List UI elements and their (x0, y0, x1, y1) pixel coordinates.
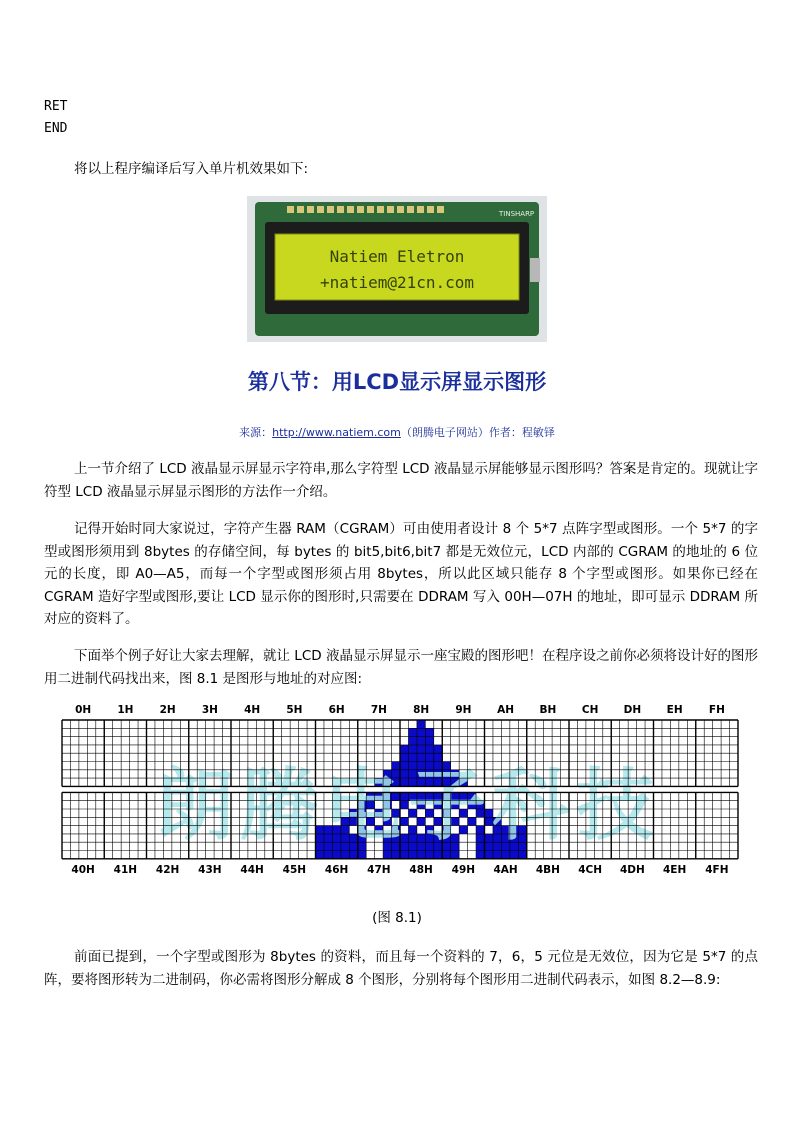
watermark-text: 朗腾电子科技 (155, 761, 661, 851)
address-label-top: 6H (328, 704, 345, 716)
address-label-bottom: 41H (113, 863, 138, 876)
source-prefix: 来源： (239, 426, 273, 439)
address-label-top: FH (708, 704, 725, 716)
address-label-bottom: 47H (367, 863, 391, 876)
header-pin (367, 206, 374, 213)
address-label-bottom: 4FH (705, 863, 729, 876)
filled-pixel (425, 737, 433, 745)
pcb-label: TINSHARP (499, 210, 535, 218)
header-pin (387, 206, 394, 213)
address-label-top: DH (623, 704, 642, 716)
figure-caption: (图 8.1) (372, 910, 422, 926)
filled-pixel (417, 737, 425, 745)
header-pin (287, 206, 294, 213)
address-label-bottom: 4EH (662, 863, 687, 876)
header-pin (437, 206, 444, 213)
header-pin (357, 206, 364, 213)
filled-pixel (417, 745, 425, 753)
filled-pixel (400, 745, 408, 753)
filled-pixel (434, 745, 442, 753)
address-label-top: 9H (455, 704, 472, 716)
address-label-top: BH (539, 704, 557, 716)
address-label-top: 8H (413, 704, 430, 716)
header-pin (347, 206, 354, 213)
header-pin (307, 206, 314, 213)
lcd-line-2: +natiem@21cn.com (319, 273, 475, 292)
header-pin (377, 206, 384, 213)
filled-pixel (425, 851, 433, 859)
address-label-bottom: 4CH (578, 863, 603, 876)
filled-pixel (476, 851, 484, 859)
filled-pixel (400, 851, 408, 859)
filled-pixel (417, 851, 425, 859)
paragraph-1: 上一节介绍了 LCD 液晶显示屏显示字符串,那么字符型 LCD 液晶显示屏能够显示图形吗？答案是肯定的。现就让字符型 LCD 液晶显示屏显示图形的方法作一介绍。 (44, 461, 758, 500)
source-link[interactable]: http://www.natiem.com (272, 426, 401, 439)
header-pin (327, 206, 334, 213)
filled-pixel (392, 851, 400, 859)
address-label-top: 1H (117, 704, 134, 716)
address-label-bottom: 43H (198, 863, 222, 876)
address-label-top: 4H (244, 704, 261, 716)
filled-pixel (501, 851, 509, 859)
address-label-bottom: 46H (324, 863, 349, 876)
header-pin (407, 206, 414, 213)
source-suffix: （朗腾电子网站）作者：程敏铎 (400, 426, 555, 439)
address-label-top: AH (497, 704, 515, 716)
filled-pixel (408, 728, 416, 736)
filled-pixel (417, 720, 425, 728)
address-label-bottom: 48H (409, 863, 433, 876)
intro-line: 将以上程序编译后写入单片机效果如下: (74, 161, 309, 177)
filled-pixel (341, 851, 349, 859)
filled-pixel (358, 851, 366, 859)
filled-pixel (425, 745, 433, 753)
cgram-figure (48, 700, 746, 896)
address-label-bottom: 40H (71, 863, 95, 876)
paragraph-2: 记得开始时同大家说过，字符产生器 RAM（CGRAM）可由使用者设计 8 个 5*7 点阵字型或图形。一个 5*7 的字型或图形须用到 8bytes 的存储空间，每 bytes 的 bit5,bit6,bit7 都是无效位元，LCD 内部的 CGRAM 的地址的 6 位元的长度，即 A0—A5，而每一个字型或图形须占用 8bytes，所以此区域只能存 8 个字型或图形。如果你已经在 CGRAM 造好字型或图形,要让 LCD 显示你的图形时,只需要在 DDRAM 写入 00H—07H 的地址，即可显示 DDRAM 所对应的资料了。 (44, 521, 758, 627)
address-label-top: EH (666, 704, 683, 716)
filled-pixel (451, 851, 459, 859)
header-pin (397, 206, 404, 213)
address-label-top: 2H (159, 704, 176, 716)
address-label-bottom: 4BH (535, 863, 560, 876)
filled-pixel (510, 851, 518, 859)
filled-pixel (493, 851, 501, 859)
address-label-bottom: 4AH (493, 863, 518, 876)
address-label-top: 7H (370, 704, 387, 716)
header-pin (337, 206, 344, 213)
address-label-bottom: 4DH (619, 863, 645, 876)
address-label-bottom: 42H (155, 863, 180, 876)
section-title: 第八节：用LCD显示屏显示图形 (247, 370, 547, 394)
filled-pixel (332, 851, 340, 859)
paragraph-3: 下面举个例子好让大家去理解，就让 LCD 液晶显示屏显示一座宝殿的图形吧！在程序设之前你必须将设计好的图形用二进制代码找出来，图 8.1 是图形与地址的对应图: (44, 648, 758, 687)
filled-pixel (425, 728, 433, 736)
filled-pixel (316, 851, 324, 859)
address-label-top: CH (581, 704, 599, 716)
lcd-line-1: Natiem Eletron (329, 247, 465, 266)
filled-pixel (324, 851, 332, 859)
filled-pixel (349, 851, 357, 859)
address-label-bottom: 49H (451, 863, 476, 876)
code-line-end: END (44, 121, 68, 136)
address-label-bottom: 44H (240, 863, 264, 876)
address-label-top: 0H (75, 704, 92, 716)
closing-paragraph: 前面已提到，一个字型或图形为 8bytes 的资料，而且每一个资料的 7，6，5 元位是无效位，因为它是 5*7 的点阵，要将图形转为二进制码，你必需将图形分解成 8 个图形，分别将每个图形用二进制代码表示，如图 8.2—8.9: (44, 949, 758, 988)
source-line (0, 424, 794, 440)
filled-pixel (485, 851, 493, 859)
filled-pixel (434, 851, 442, 859)
filled-pixel (408, 737, 416, 745)
cgram-grid (48, 700, 746, 896)
header-pin (417, 206, 424, 213)
lcd-photo (247, 196, 547, 342)
filled-pixel (383, 851, 391, 859)
address-label-bottom: 45H (282, 863, 307, 876)
filled-pixel (442, 851, 450, 859)
code-line-ret: RET (44, 99, 68, 114)
address-label-top: 5H (286, 704, 303, 716)
filled-pixel (408, 745, 416, 753)
header-pin (317, 206, 324, 213)
address-label-top: 3H (201, 704, 218, 716)
header-pin (297, 206, 304, 213)
filled-pixel (417, 728, 425, 736)
header-pin (427, 206, 434, 213)
filled-pixel (518, 851, 526, 859)
filled-pixel (408, 851, 416, 859)
